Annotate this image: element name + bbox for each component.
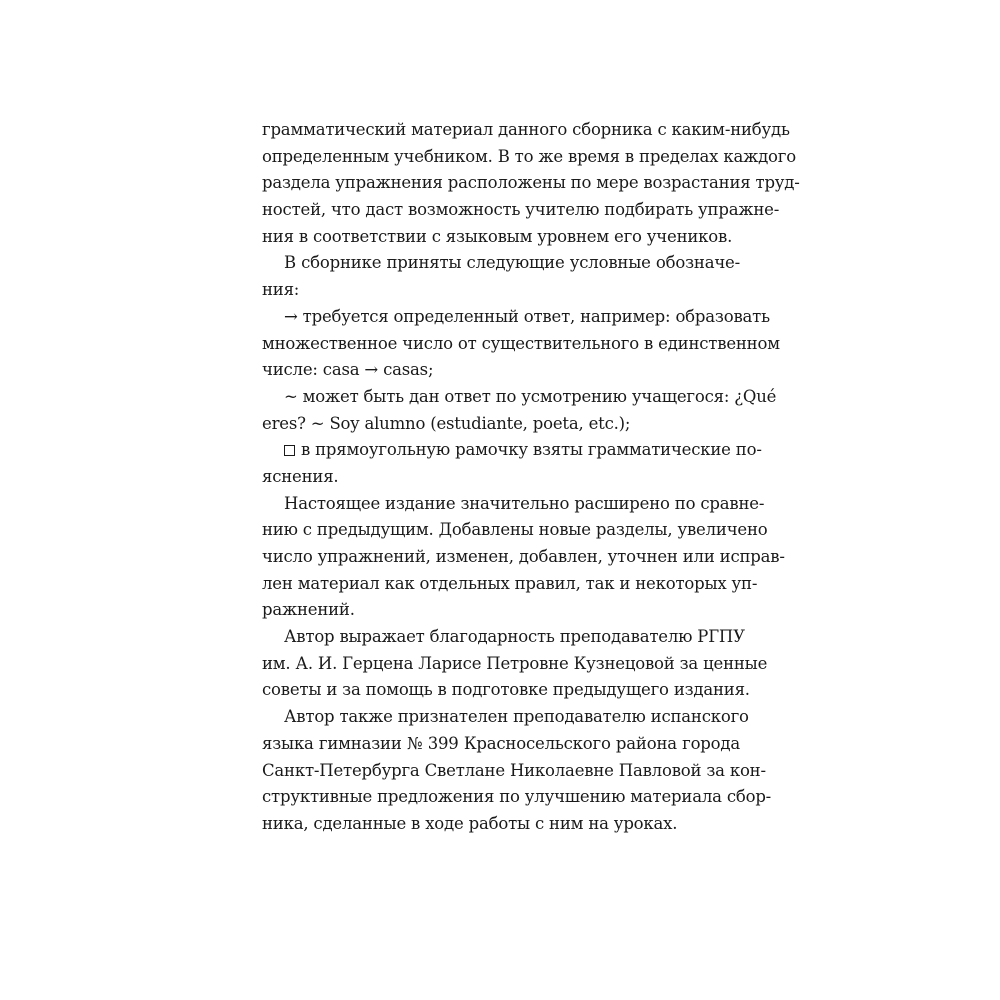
text-line-content: ния в соответствии с языковым уровнем его учеников. — [262, 226, 733, 246]
text-line-content: лен материал как отдельных правил, так и некоторых уп- — [262, 573, 758, 593]
text-line — [262, 517, 768, 544]
text-line-content: Настоящее издание значительно расширено по сравне- — [284, 493, 765, 513]
text-line-content: числе: casa → casas; — [262, 360, 434, 380]
text-line — [262, 571, 758, 598]
text-line — [262, 464, 740, 491]
text-line — [262, 331, 780, 358]
text-line — [262, 144, 796, 171]
text-line-content: ражнений. — [262, 600, 355, 620]
text-line — [262, 491, 765, 518]
text-line — [262, 651, 768, 678]
text-line — [262, 437, 762, 464]
text-line-content: Автор выражает благодарность преподавателю РГПУ — [284, 627, 745, 647]
text-line-content: им. А. И. Герцена Ларисе Петровне Кузнецовой за ценные — [262, 653, 768, 673]
text-line-content: → требуется определенный ответ, например: образовать — [284, 306, 770, 326]
text-line-content: яснения. — [262, 466, 339, 486]
text-line — [262, 784, 772, 811]
text-line-content: раздела упражнения расположены по мере возрастания труд- — [262, 173, 800, 193]
text-line-content: ностей, что даст возможность учителю подбирать упражне- — [262, 200, 780, 220]
text-line-content: число упражнений, изменен, добавлен, уточнен или исправ- — [262, 547, 785, 566]
text-line-content: определенным учебником. В то же время в пределах каждого — [262, 146, 796, 166]
text-line-content: языка гимназии № 399 Красносельского района города — [262, 733, 740, 753]
text-line-content: Автор также признателен преподавателю испанского — [284, 707, 749, 727]
text-line-content: ~ может быть дан ответ по усмотрению учащегося: ¿Qué — [284, 386, 777, 406]
text-line — [262, 624, 745, 651]
text-line-content: ния: — [262, 280, 300, 300]
text-line — [262, 384, 777, 411]
text-line — [262, 677, 750, 704]
text-line — [262, 811, 740, 838]
text-line-content: структивные предложения по улучшению материала сбор- — [262, 787, 772, 807]
text-line-content: Санкт-Петербурга Светлане Николаевне Павловой за кон- — [262, 760, 766, 780]
text-line-content: множественное число от существительного в единственном — [262, 333, 780, 353]
text-line-content: советы и за помощь в подготовке предыдущего издания. — [262, 680, 750, 700]
text-line — [262, 117, 790, 144]
text-line — [262, 197, 780, 224]
body-text — [262, 117, 800, 838]
text-line — [262, 250, 740, 277]
text-line — [262, 170, 800, 197]
text-line-content: В сборнике приняты следующие условные обозначе- — [284, 253, 740, 273]
text-line-content: ника, сделанные в ходе работы с ним на уроках. — [262, 813, 678, 833]
text-line — [262, 411, 740, 438]
text-line — [262, 731, 740, 758]
text-line — [262, 704, 749, 731]
text-line-content: eres? ~ Soy alumno (estudiante, poeta, etc.); — [262, 413, 631, 433]
text-line — [262, 597, 740, 624]
text-line-content: в прямоугольную рамочку взяты грамматические по- — [301, 440, 762, 460]
text-line — [262, 544, 785, 571]
text-line — [262, 277, 740, 304]
text-line — [262, 758, 766, 785]
text-line-content: нию с предыдущим. Добавлены новые разделы, увеличено — [262, 520, 768, 540]
text-line — [262, 224, 740, 251]
text-line-content: грамматический материал данного сборника с каким-нибудь — [262, 120, 790, 139]
text-line — [262, 304, 770, 331]
square-icon — [284, 445, 295, 456]
text-line — [262, 357, 740, 384]
